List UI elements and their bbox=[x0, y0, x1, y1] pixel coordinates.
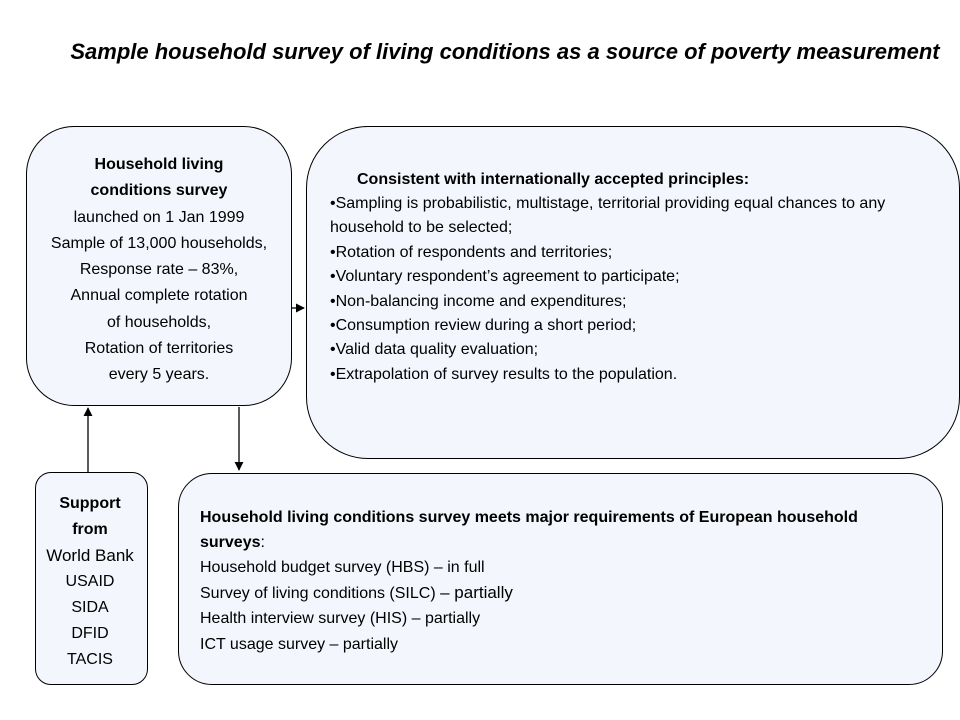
requirement-text: ICT usage survey – partially bbox=[200, 635, 399, 653]
survey-fact: Annual complete rotation bbox=[70, 287, 248, 305]
donor-item: SIDA bbox=[71, 599, 109, 616]
page-title: Sample household survey of living conditions as a source of poverty measurement bbox=[70, 39, 940, 64]
principle-item: •Voluntary respondent’s agreement to participate; bbox=[330, 268, 680, 286]
requirements-heading-colon: : bbox=[260, 533, 265, 551]
donor-item: USAID bbox=[65, 573, 115, 590]
support-text bbox=[30, 491, 150, 673]
requirements-heading: Household living conditions survey meets major requirements of European household surveys bbox=[200, 509, 858, 551]
survey-heading-line2: conditions survey bbox=[90, 182, 228, 200]
donor-item: DFID bbox=[71, 625, 109, 642]
requirement-item bbox=[200, 555, 920, 581]
requirement-item bbox=[200, 581, 920, 607]
principle-item: •Valid data quality evaluation; bbox=[330, 341, 539, 359]
donor-item: World Bank bbox=[46, 546, 134, 565]
requirement-text: Survey of living conditions (SILC) bbox=[200, 584, 441, 602]
support-label: Support bbox=[59, 495, 121, 512]
requirements-heading-row bbox=[200, 506, 920, 555]
principles-heading: Consistent with internationally accepted principles: bbox=[357, 171, 750, 188]
principle-item: •Consumption review during a short period; bbox=[330, 317, 637, 335]
survey-fact: launched on 1 Jan 1999 bbox=[73, 208, 245, 226]
requirement-item bbox=[200, 632, 920, 658]
survey-fact: every 5 years. bbox=[108, 366, 210, 384]
principles-list bbox=[330, 192, 940, 387]
requirement-text: Health interview survey (HIS) – partially bbox=[200, 610, 481, 628]
requirement-suffix: – partially bbox=[440, 582, 513, 602]
survey-fact: of households, bbox=[106, 313, 212, 331]
requirement-text: Household budget survey (HBS) – in full bbox=[200, 559, 485, 577]
requirement-item bbox=[200, 606, 920, 632]
principle-item: •Non-balancing income and expenditures; bbox=[330, 292, 627, 310]
survey-heading-line1: Household living bbox=[94, 156, 224, 173]
european-requirements-text bbox=[200, 506, 920, 658]
principle-item: •Rotation of respondents and territories; bbox=[330, 243, 613, 261]
household-survey-text bbox=[0, 152, 318, 389]
principle-item: •Sampling is probabilistic, multistage, territorial providing equal chances to any household to be selected; bbox=[330, 195, 886, 237]
survey-fact: Response rate – 83%, bbox=[79, 261, 239, 279]
donor-item: TACIS bbox=[67, 651, 113, 668]
principle-item: •Extrapolation of survey results to the population. bbox=[330, 365, 678, 383]
survey-fact: Rotation of territories bbox=[84, 340, 234, 358]
support-from-label: from bbox=[72, 521, 108, 538]
survey-fact: Sample of 13,000 households, bbox=[50, 234, 268, 252]
